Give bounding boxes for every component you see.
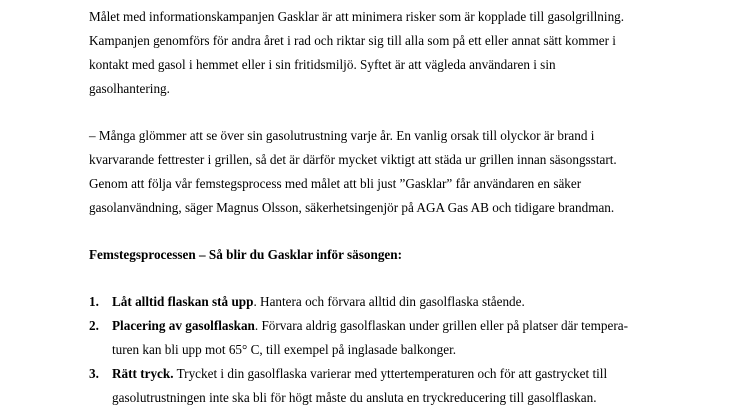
step-title: Placering av gasolflaskan bbox=[112, 318, 255, 333]
intro-line: kontakt med gasol i hemmet eller i sin fritidsmiljö. Syftet är att vägleda användaren i sin bbox=[89, 57, 556, 72]
intro-line: Målet med informationskampanjen Gasklar är att minimera risker som är kopplade till gasolgrillning. bbox=[89, 9, 625, 24]
quote-line: Genom att följa vår femstegsprocess med målet att bli just ”Gasklar” får användaren en säker bbox=[89, 176, 582, 191]
step-number: 3. bbox=[89, 366, 99, 381]
step-text: Trycket i din gasolflaska varierar med yttertemperaturen och för att gastrycket till bbox=[173, 366, 608, 381]
step-number: 2. bbox=[89, 318, 99, 333]
step-text-continued: turen kan bli upp mot 65° C, till exempel på inglasade balkonger. bbox=[112, 342, 457, 357]
quote-line: – Många glömmer att se över sin gasolutrustning varje år. En vanlig orsak till olyckor är brand i bbox=[89, 128, 595, 143]
step-text-continued: gasolutrustningen inte ska bli för högt måste du ansluta en tryckreducering till gasolflaskan. bbox=[112, 390, 597, 405]
step-text: . Hantera och förvara alltid din gasolflaska stående. bbox=[253, 294, 525, 309]
intro-line: Kampanjen genomförs för andra året i rad och riktar sig till alla som på ett eller annat sätt kommer i bbox=[89, 33, 616, 48]
quote-line: kvarvarande fettrester i grillen, så det är därför mycket viktigt att städa ur grillen innan säsongsstart. bbox=[89, 152, 617, 167]
step-title: Rätt tryck. bbox=[112, 366, 174, 381]
step-title: Låt alltid flaskan stå upp bbox=[112, 294, 254, 309]
step-number: 1. bbox=[89, 294, 99, 309]
quote-line: gasolanvändning, säger Magnus Olsson, säkerhetsingenjör på AGA Gas AB och tidigare brandman. bbox=[89, 200, 615, 215]
intro-line: gasolhantering. bbox=[89, 81, 170, 96]
step-text: . Förvara aldrig gasolflaskan under grillen eller på platser där tempera- bbox=[254, 318, 629, 333]
section-heading: Femstegsprocessen – Så blir du Gasklar inför säsongen: bbox=[89, 247, 402, 262]
